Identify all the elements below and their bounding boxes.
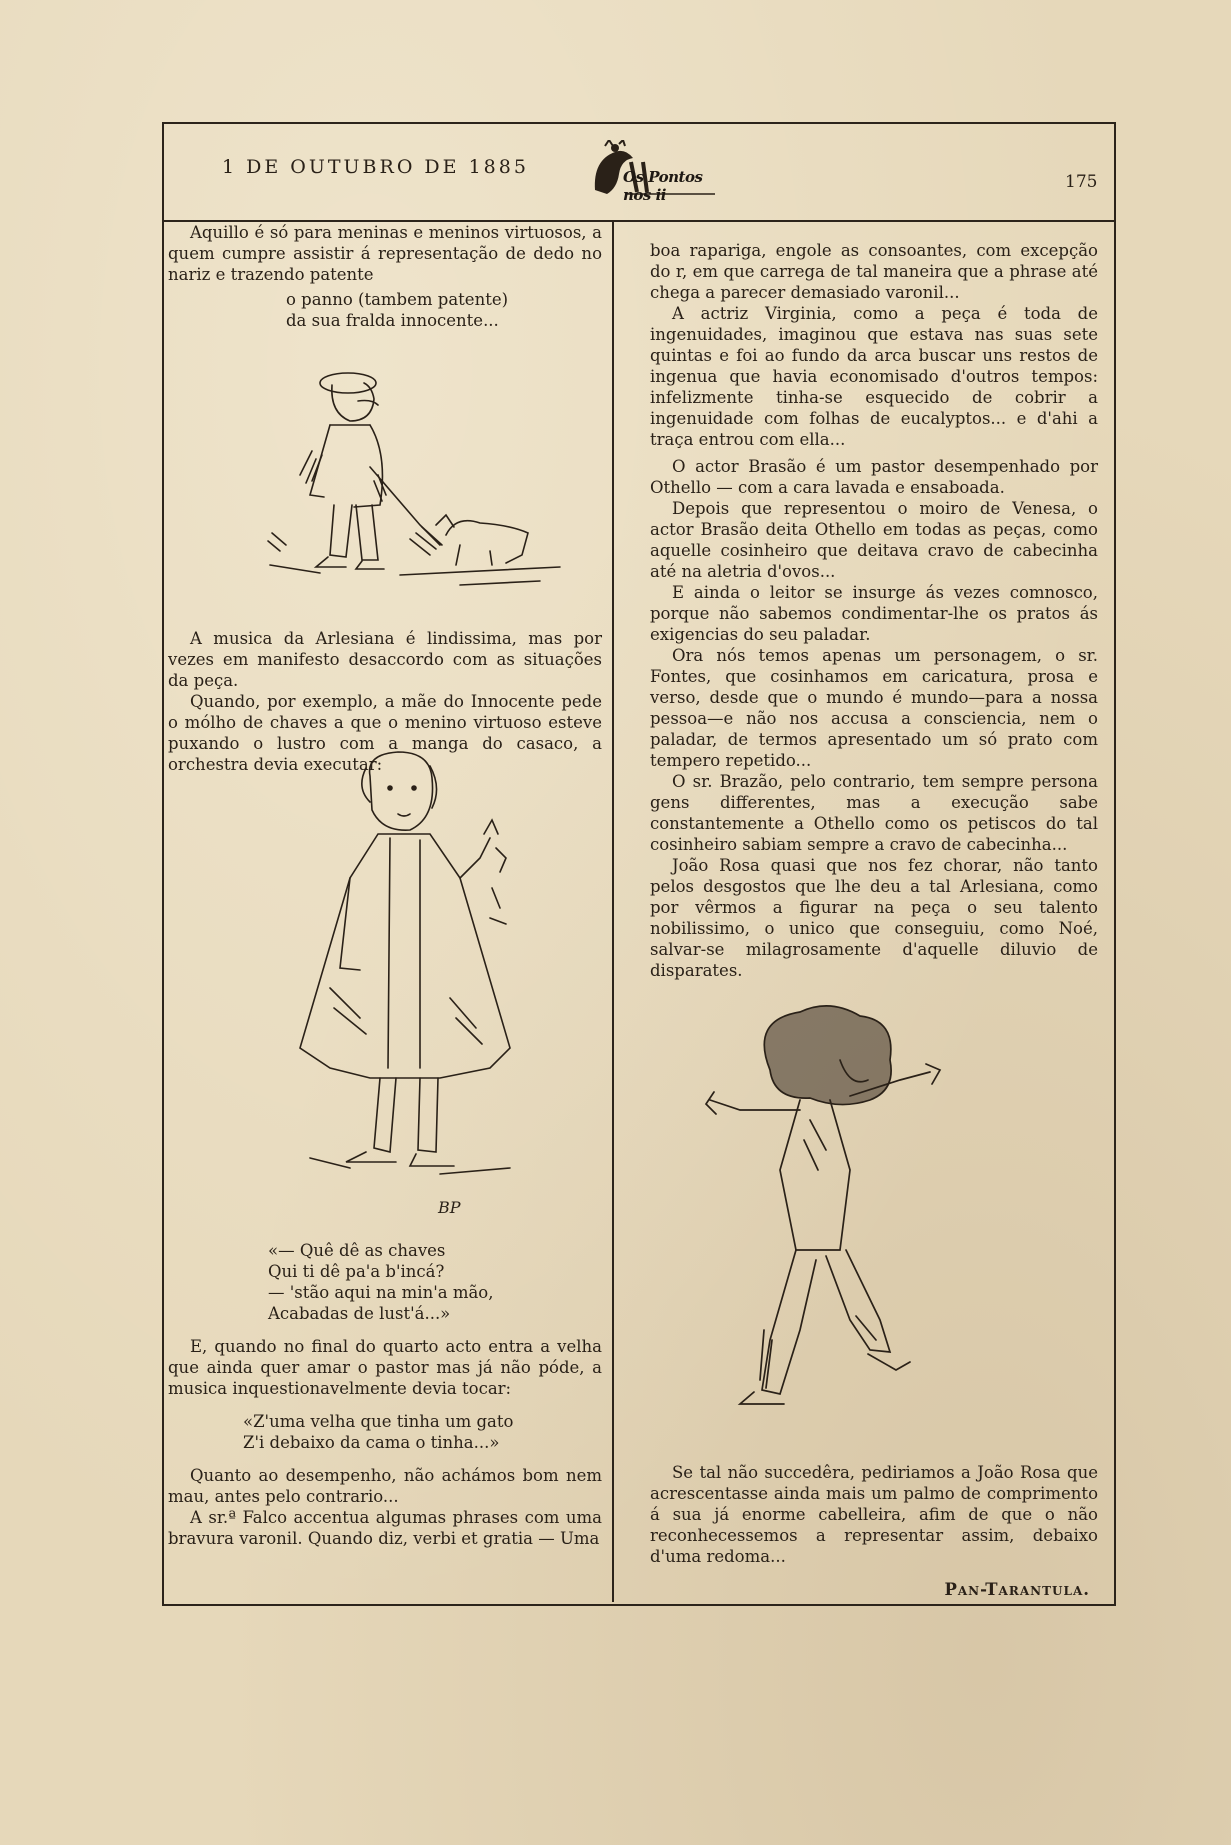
boy-in-coat-drawing xyxy=(270,748,570,1238)
paragraph: Quanto ao desempenho, não achámos bom nem mau, antes pelo contrario... xyxy=(168,1466,602,1506)
paragraph: boa rapariga, engole as consoantes, com excepção do r, em que carrega de tal maneira que a phrase até chega a parecer demasiado varonil... xyxy=(650,241,1098,302)
verse-line: «Z'uma velha que tinha um gato xyxy=(243,1412,514,1431)
paragraph: A musica da Arlesiana é lindissima, mas por vezes em manifesto desaccordo com as situações da peça. xyxy=(168,629,602,690)
right-column-bottom xyxy=(650,1462,1098,1600)
verse-line: Acabadas de lust'á...» xyxy=(268,1304,451,1323)
masthead-logo xyxy=(585,140,725,202)
left-column-top xyxy=(168,222,602,331)
verse-line: Z'i debaixo da cama o tinha...» xyxy=(243,1433,500,1452)
illustration-boy-in-coat xyxy=(270,748,570,1238)
paragraph: Se tal não succedêra, pediriamos a João Rosa que acrescentasse ainda mais um palmo de comprimento á sua já enorme cabelleira, afim de que o não reconhecessemos a representar assim, debaixo d'uma redoma... xyxy=(650,1463,1098,1566)
man-with-wig-drawing xyxy=(700,1000,1000,1420)
verse-line: — 'stão aqui na min'a mão, xyxy=(268,1283,494,1302)
issue-date: 1 DE OUTUBRO DE 1885 xyxy=(222,156,529,178)
illustration-boy-with-dog xyxy=(260,355,590,625)
column-divider xyxy=(612,222,614,1602)
illustration-man-with-wig xyxy=(700,1000,1000,1420)
page-number: 175 xyxy=(1065,172,1098,192)
paragraph: Depois que representou o moiro de Venesa, o actor Brasão deita Othello em todas as peças, como aquelle cosinheiro que deitava cravo de cabecinha até na aletria d'ovos... xyxy=(650,499,1098,581)
verse-line: da sua fralda innocente... xyxy=(286,311,499,330)
paragraph: Aquillo é só para meninas e meninos virtuosos, a quem cumpre assistir á representação de dedo no nariz e trazendo patente xyxy=(168,223,602,284)
artist-monogram: BP xyxy=(438,1198,461,1217)
paragraph: O sr. Brazão, pelo contrario, tem sempre persona gens differentes, mas a execução sabe constantemente a Othello como os petiscos do tal cosinheiro sabiam sempre a cravo de cabecinha... xyxy=(650,772,1098,854)
paragraph: Ora nós temos apenas um personagem, o sr. Fontes, que cosinhamos em caricatura, prosa e verso, desde que o mundo é mundo—para a nossa pessoa—e não nos accusa a consciencia, nem o paladar, de termos apresentado um só prato com tempero repetido... xyxy=(650,646,1098,770)
paragraph: E ainda o leitor se insurge ás vezes comnosco, porque não sabemos condimentar-lhe os pratos ás exigencias do seu paladar. xyxy=(650,583,1098,644)
paragraph: A sr.ª Falco accentua algumas phrases com uma bravura varonil. Quando diz, verbi et gratia — Uma xyxy=(168,1508,602,1548)
left-column-bottom xyxy=(168,1240,602,1549)
right-column-top xyxy=(650,240,1098,981)
masthead-title: Os Pontos nos ii xyxy=(623,168,703,204)
paragraph: E, quando no final do quarto acto entra a velha que ainda quer amar o pastor mas já não póde, a musica inquestionavelmente devia tocar: xyxy=(168,1337,602,1398)
paragraph: João Rosa quasi que nos fez chorar, não tanto pelos desgostos que lhe deu a tal Arlesiana, como por vêrmos a figurar na peça o seu talento nobilissimo, o unico que conseguiu, como Noé, salvar-se milagrosamente d'aquelle diluvio de disparates. xyxy=(650,856,1098,980)
verse-line: «— Quê dê as chaves xyxy=(268,1241,446,1260)
paragraph: A actriz Virginia, como a peça é toda de ingenuidades, imaginou que estava nas suas sete quintas e foi ao fundo da arca buscar uns restos de ingenua que havia economisado d'outros tempos: infelizmente tinha-se esquecido de cobrir a ingenuidade com folhas de eucalyptos... e d'ahi a traça entrou com ella... xyxy=(650,304,1098,449)
boy-with-dog-drawing xyxy=(260,355,590,625)
paragraph: Quando, por exemplo, a mãe do Innocente pede o mólho de chaves a que o menino virtuoso esteve puxando o lustro com a manga do casaco, a orchestra devia executar: xyxy=(168,692,602,774)
verse-line: Qui ti dê pa'a b'incá? xyxy=(268,1262,445,1281)
verse-line: o panno (tambem patente) xyxy=(286,290,509,309)
paragraph: O actor Brasão é um pastor desempenhado por Othello — com a cara lavada e ensaboada. xyxy=(650,457,1098,497)
author-signature: Pan-Tarantula. xyxy=(944,1580,1090,1599)
